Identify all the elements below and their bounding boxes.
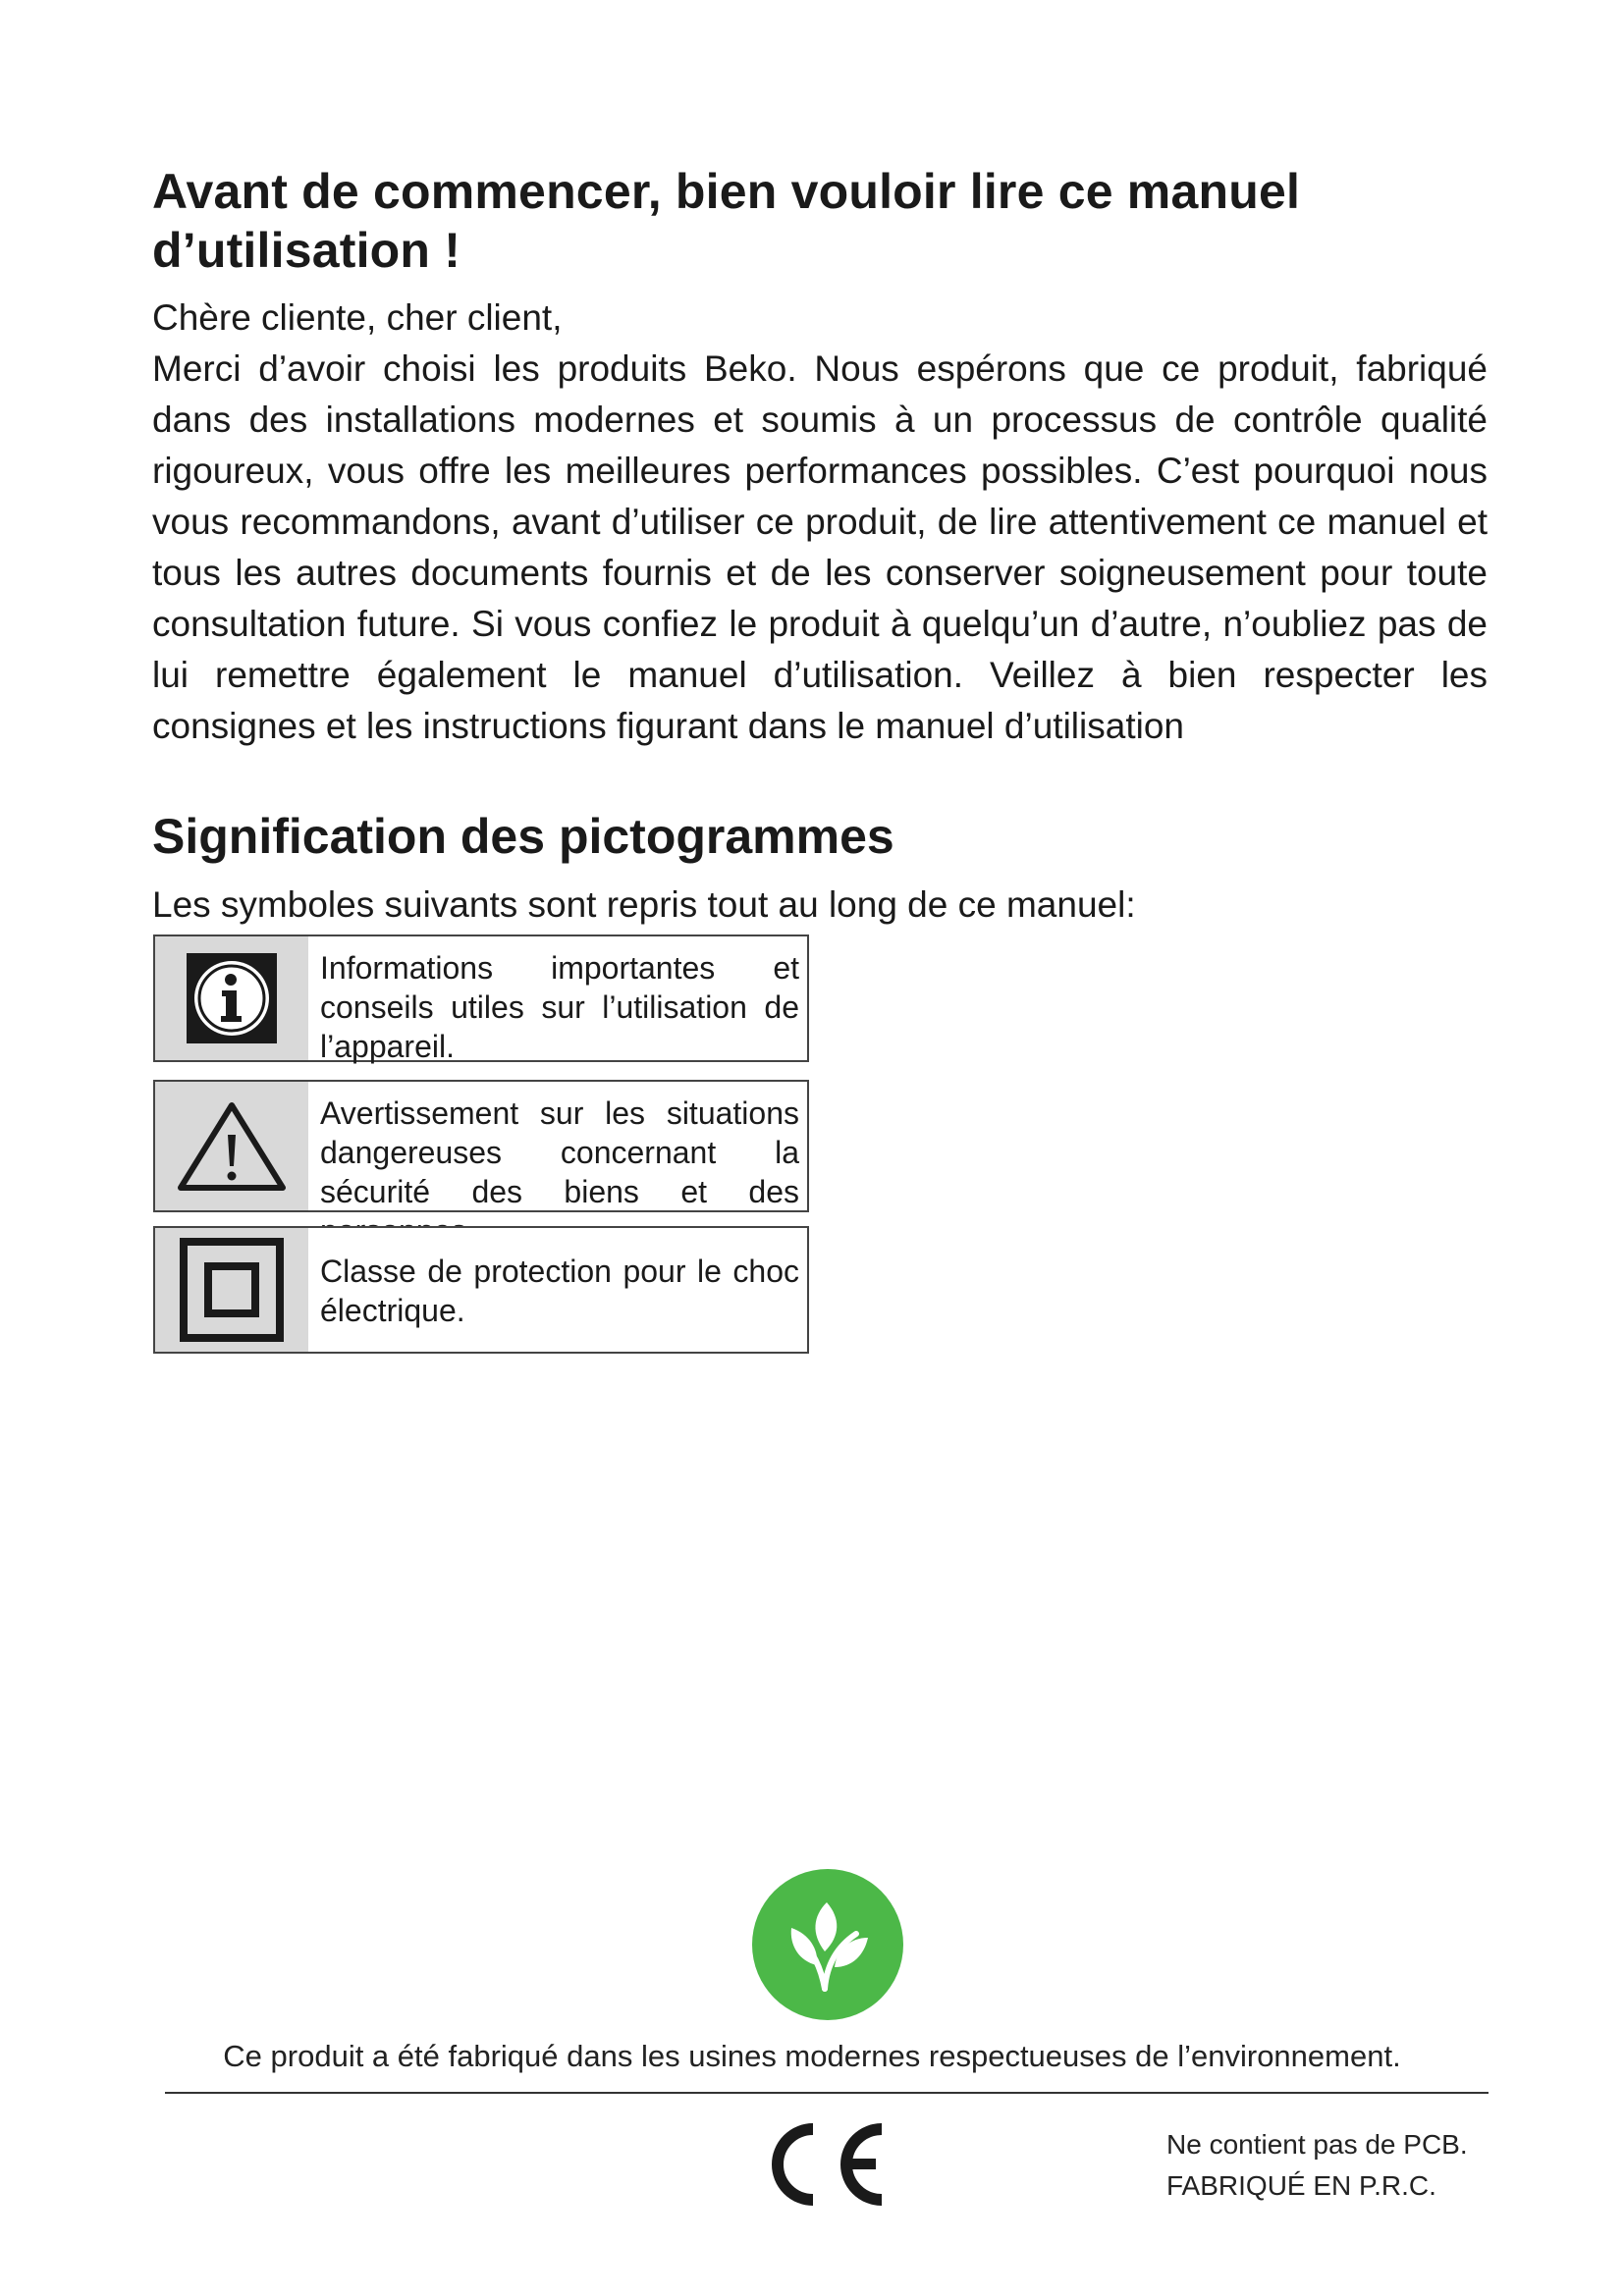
pcb-note: Ne contient pas de PCB. xyxy=(1166,2129,1468,2160)
pictogram-text: Classe de protection pour le choc électrique. xyxy=(320,1254,799,1328)
warning-icon xyxy=(175,1099,289,1194)
protection-class-icon xyxy=(179,1237,285,1343)
pictogram-row-warning xyxy=(153,1080,809,1212)
pictograms-lead: Les symboles suivants sont repris tout au long de ce manuel: xyxy=(152,884,1136,925)
footer-divider xyxy=(165,2092,1489,2094)
intro-paragraph: Merci d’avoir choisi les produits Beko. Nous espérons que ce produit, fabriqué dans des installations modernes et soumis à un processus de contrôle qualité rigoureux, vous offre les meilleures performances possibles. C’est pourquoi nous vous recommandons, avant d’utiliser ce produit, de lire attentivement ce manuel et tous les autres documents fournis et de les conserver soigneusement pour toute consultation future. Si vous confiez le produit à quelqu’un d’autre, n’oubliez pas de lui remettre également le manuel d’utilisation. Veillez à bien respecter les consignes et les instructions figurant dans le manuel d’utilisation xyxy=(152,348,1488,746)
page-title: Avant de commencer, bien vouloir lire ce manuel d’utilisation ! xyxy=(152,164,1301,278)
ce-mark-icon xyxy=(756,2115,893,2214)
info-icon xyxy=(185,951,279,1045)
pictogram-text: Avertissement sur les situations dangereuses concernant la sécurité des biens et des xyxy=(320,1095,799,1209)
greeting: Chère cliente, cher client, xyxy=(152,297,563,338)
pictogram-row-protection-class xyxy=(153,1226,809,1354)
pictogram-text: Informations importantes et conseils utiles sur l’utilisation de l’appareil. xyxy=(320,950,799,1064)
origin-note: FABRIQUÉ EN P.R.C. xyxy=(1166,2170,1436,2201)
leaf-eco-icon xyxy=(752,1869,903,2020)
pictogram-row-info xyxy=(153,934,809,1062)
eco-statement: Ce produit a été fabriqué dans les usines modernes respectueuses de l’environnement. xyxy=(223,2039,1401,2073)
footer-notes xyxy=(1166,2124,1468,2207)
pictograms-heading: Signification des pictogrammes xyxy=(152,809,894,864)
